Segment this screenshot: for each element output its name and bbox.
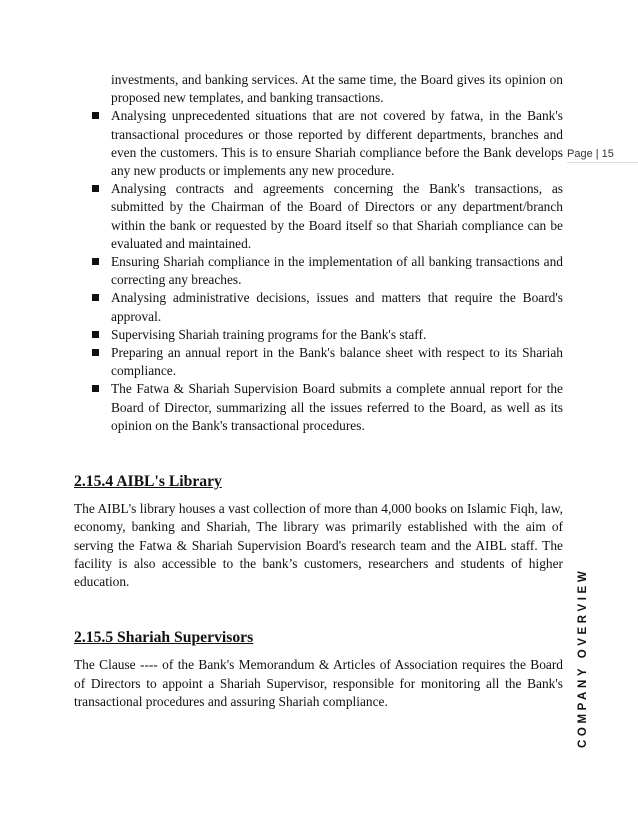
section-heading-supervisors: 2.15.5 Shariah Supervisors xyxy=(74,629,254,647)
list-item: Analysing contracts and agreements concerning the Bank's transactions, as submitted by the Chairman of the Board of Directors or any department/branch within the bank or requested by the Board itself so that Shariah compliance can be evaluated and maintained. xyxy=(74,180,563,253)
list-item: Ensuring Shariah compliance in the implementation of all banking transactions and correcting any breaches. xyxy=(74,253,563,289)
square-bullet-icon xyxy=(92,294,99,301)
responsibilities-list xyxy=(74,107,563,435)
square-bullet-icon xyxy=(92,185,99,192)
side-section-label: COMPANY OVERVIEW xyxy=(577,567,589,748)
page-body xyxy=(74,71,563,711)
square-bullet-icon xyxy=(92,258,99,265)
square-bullet-icon xyxy=(92,331,99,338)
list-item: Analysing administrative decisions, issues and matters that require the Board's approval. xyxy=(74,289,563,325)
continued-paragraph: investments, and banking services. At the same time, the Board gives its opinion on proposed new templates, and banking transactions. xyxy=(111,72,563,106)
section-body-supervisors: The Clause ---- of the Bank's Memorandum & Articles of Association requires the Board of Directors to appoint a Shariah Supervisor, responsible for monitoring all the Bank's transactional procedures and assuring Shariah compliance. xyxy=(74,657,563,709)
list-item: Preparing an annual report in the Bank's balance sheet with respect to its Shariah compliance. xyxy=(74,344,563,380)
square-bullet-icon xyxy=(92,349,99,356)
section-heading-library: 2.15.4 AIBL's Library xyxy=(74,473,222,491)
list-item: Supervising Shariah training programs for the Bank's staff. xyxy=(74,326,563,344)
page-number: Page | 15 xyxy=(567,148,638,163)
list-item: The Fatwa & Shariah Supervision Board submits a complete annual report for the Board of Director, summarizing all the issues referred to the Board, as well as its opinion on the Bank's transactional procedures. xyxy=(74,380,563,435)
section-body-library: The AIBL's library houses a vast collection of more than 4,000 books on Islamic Fiqh, law, economy, banking and Shariah, The library was primarily established with the aim of serving the Fatwa & Shariah Supervision Board's research team and the AIBL staff. The facility is also accessible to the bank’s customers, researchers and students of higher education. xyxy=(74,501,563,590)
list-item: Analysing unprecedented situations that are not covered by fatwa, in the Bank's transactional procedures or those reported by different departments, branches and even the customers. This is to ensure Shariah compliance before the Bank develops any new products or implements any new procedure. xyxy=(74,107,563,180)
square-bullet-icon xyxy=(92,385,99,392)
square-bullet-icon xyxy=(92,112,99,119)
